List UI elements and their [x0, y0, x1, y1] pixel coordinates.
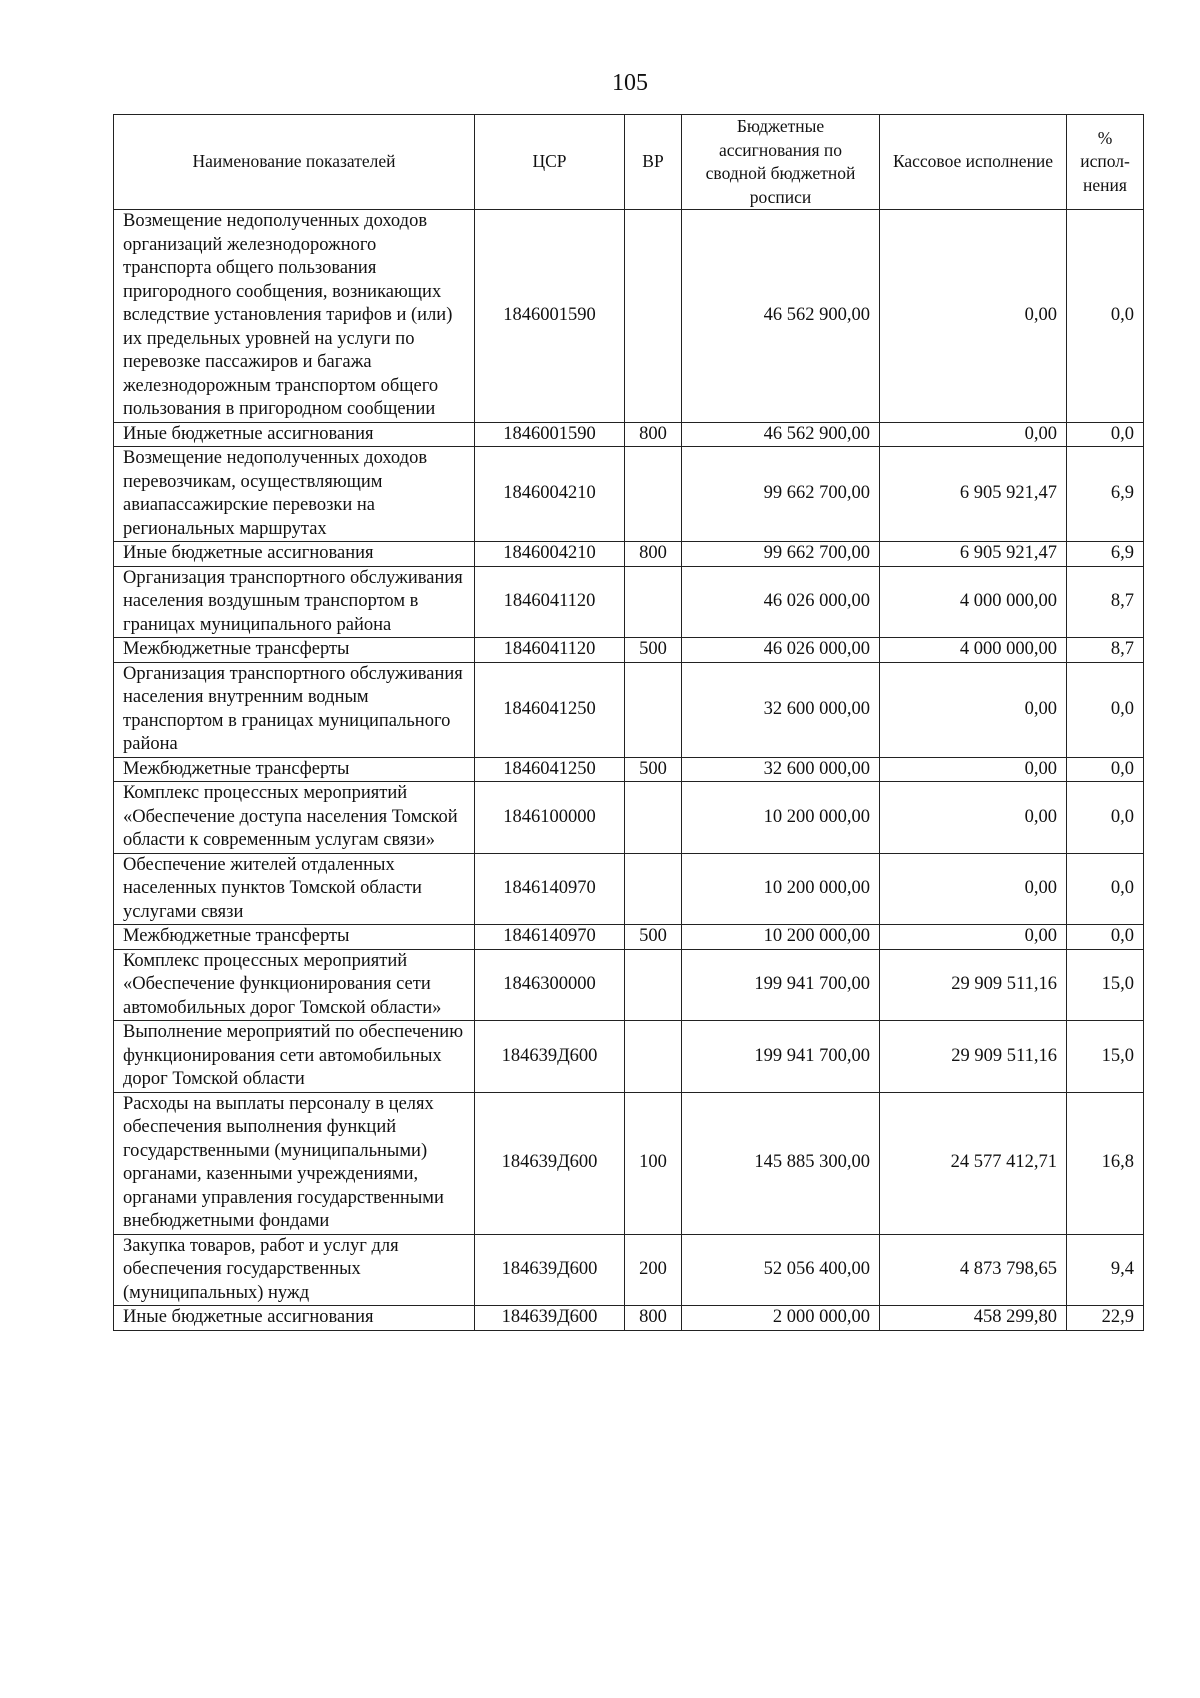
row-percent: 0,0 — [1067, 925, 1144, 950]
row-name: Иные бюджетные ассигнования — [114, 422, 475, 447]
row-budget: 99 662 700,00 — [682, 542, 880, 567]
row-cash: 0,00 — [880, 662, 1067, 757]
table-row — [114, 447, 1144, 542]
row-percent: 6,9 — [1067, 447, 1144, 542]
row-vr: 500 — [625, 638, 682, 663]
row-csr: 1846001590 — [475, 422, 625, 447]
row-name: Выполнение мероприятий по обеспечению функционирования сети автомобильных дорог Томской области — [114, 1021, 475, 1093]
header-csr: ЦСР — [475, 115, 625, 210]
row-budget: 10 200 000,00 — [682, 925, 880, 950]
row-cash: 29 909 511,16 — [880, 949, 1067, 1021]
header-name: Наименование показателей — [114, 115, 475, 210]
row-budget: 145 885 300,00 — [682, 1092, 880, 1234]
row-percent: 0,0 — [1067, 662, 1144, 757]
row-budget: 99 662 700,00 — [682, 447, 880, 542]
row-vr — [625, 1021, 682, 1093]
row-csr: 1846041250 — [475, 662, 625, 757]
row-csr: 184639Д600 — [475, 1092, 625, 1234]
row-name: Межбюджетные трансферты — [114, 757, 475, 782]
table-row — [114, 1306, 1144, 1331]
row-name: Закупка товаров, работ и услуг для обеспечения государственных (муниципальных) нужд — [114, 1234, 475, 1306]
table-row — [114, 925, 1144, 950]
row-csr: 1846041120 — [475, 566, 625, 638]
row-vr — [625, 210, 682, 423]
table-row — [114, 422, 1144, 447]
row-name: Межбюджетные трансферты — [114, 925, 475, 950]
table-row — [114, 638, 1144, 663]
row-cash: 0,00 — [880, 782, 1067, 854]
table-row — [114, 853, 1144, 925]
row-cash: 458 299,80 — [880, 1306, 1067, 1331]
row-vr — [625, 949, 682, 1021]
row-name: Иные бюджетные ассигнования — [114, 542, 475, 567]
table-row — [114, 949, 1144, 1021]
row-percent: 9,4 — [1067, 1234, 1144, 1306]
row-percent: 6,9 — [1067, 542, 1144, 567]
row-budget: 46 562 900,00 — [682, 422, 880, 447]
header-cash: Кассовое исполнение — [880, 115, 1067, 210]
row-budget: 32 600 000,00 — [682, 757, 880, 782]
page-number: 105 — [612, 70, 648, 96]
row-csr: 184639Д600 — [475, 1021, 625, 1093]
row-csr: 1846001590 — [475, 210, 625, 423]
table-row — [114, 757, 1144, 782]
row-csr: 1846140970 — [475, 925, 625, 950]
row-csr: 1846004210 — [475, 542, 625, 567]
row-vr: 800 — [625, 1306, 682, 1331]
row-cash: 0,00 — [880, 853, 1067, 925]
table-row — [114, 542, 1144, 567]
row-csr: 1846041120 — [475, 638, 625, 663]
row-cash: 6 905 921,47 — [880, 542, 1067, 567]
row-budget: 199 941 700,00 — [682, 949, 880, 1021]
row-name: Организация транспортного обслуживания населения воздушным транспортом в границах муниципального района — [114, 566, 475, 638]
row-vr: 800 — [625, 542, 682, 567]
row-percent: 22,9 — [1067, 1306, 1144, 1331]
row-name: Обеспечение жителей отдаленных населенных пунктов Томской области услугами связи — [114, 853, 475, 925]
row-percent: 0,0 — [1067, 782, 1144, 854]
row-percent: 0,0 — [1067, 422, 1144, 447]
header-vr: ВР — [625, 115, 682, 210]
row-vr — [625, 782, 682, 854]
row-percent: 0,0 — [1067, 210, 1144, 423]
row-name: Иные бюджетные ассигнования — [114, 1306, 475, 1331]
table-header-row — [114, 115, 1144, 210]
row-budget: 199 941 700,00 — [682, 1021, 880, 1093]
row-vr — [625, 447, 682, 542]
row-csr: 1846300000 — [475, 949, 625, 1021]
row-percent: 0,0 — [1067, 853, 1144, 925]
table-row — [114, 210, 1144, 423]
row-csr: 1846041250 — [475, 757, 625, 782]
row-budget: 46 026 000,00 — [682, 566, 880, 638]
row-name: Возмещение недополученных доходов перевозчикам, осуществляющим авиапассажирские перевозки на региональных маршрутах — [114, 447, 475, 542]
row-budget: 46 026 000,00 — [682, 638, 880, 663]
row-csr: 1846100000 — [475, 782, 625, 854]
row-vr: 800 — [625, 422, 682, 447]
row-vr: 500 — [625, 925, 682, 950]
row-budget: 2 000 000,00 — [682, 1306, 880, 1331]
budget-execution-table — [113, 114, 1144, 1331]
row-csr: 184639Д600 — [475, 1234, 625, 1306]
row-name: Организация транспортного обслуживания населения внутренним водным транспортом в границах муниципального района — [114, 662, 475, 757]
row-percent: 0,0 — [1067, 757, 1144, 782]
row-percent: 15,0 — [1067, 949, 1144, 1021]
row-budget: 52 056 400,00 — [682, 1234, 880, 1306]
row-name: Комплекс процессных мероприятий «Обеспечение доступа населения Томской области к современным услугам связи» — [114, 782, 475, 854]
row-budget: 10 200 000,00 — [682, 853, 880, 925]
row-vr: 500 — [625, 757, 682, 782]
table-row — [114, 1021, 1144, 1093]
header-budget: Бюджетные ассигнования по сводной бюджетной росписи — [682, 115, 880, 210]
row-percent: 16,8 — [1067, 1092, 1144, 1234]
row-name: Комплекс процессных мероприятий «Обеспечение функционирования сети автомобильных дорог Томской области» — [114, 949, 475, 1021]
table-row — [114, 662, 1144, 757]
row-cash: 29 909 511,16 — [880, 1021, 1067, 1093]
table-row — [114, 1092, 1144, 1234]
row-percent: 8,7 — [1067, 638, 1144, 663]
row-name: Расходы на выплаты персоналу в целях обеспечения выполнения функций государственными (муниципальными) органами, казенными учреждениями, органами управления государственными внебюджетными фондами — [114, 1092, 475, 1234]
row-cash: 0,00 — [880, 757, 1067, 782]
row-budget: 10 200 000,00 — [682, 782, 880, 854]
row-name: Межбюджетные трансферты — [114, 638, 475, 663]
row-csr: 1846004210 — [475, 447, 625, 542]
row-cash: 0,00 — [880, 925, 1067, 950]
row-vr — [625, 566, 682, 638]
row-budget: 32 600 000,00 — [682, 662, 880, 757]
row-vr — [625, 853, 682, 925]
row-csr: 1846140970 — [475, 853, 625, 925]
row-cash: 4 000 000,00 — [880, 566, 1067, 638]
row-budget: 46 562 900,00 — [682, 210, 880, 423]
row-cash: 6 905 921,47 — [880, 447, 1067, 542]
row-cash: 0,00 — [880, 210, 1067, 423]
table-row — [114, 782, 1144, 854]
row-cash: 24 577 412,71 — [880, 1092, 1067, 1234]
row-cash: 4 873 798,65 — [880, 1234, 1067, 1306]
header-percent: % испол-нения — [1067, 115, 1144, 210]
table-row — [114, 1234, 1144, 1306]
row-percent: 8,7 — [1067, 566, 1144, 638]
row-cash: 0,00 — [880, 422, 1067, 447]
row-csr: 184639Д600 — [475, 1306, 625, 1331]
row-name: Возмещение недополученных доходов организаций железнодорожного транспорта общего пользования пригородного сообщения, возникающих вследствие установления тарифов и (или) их предельных уровней на услуги по перевозке пассажиров и багажа железнодорожным транспортом общего пользования в пригородном сообщении — [114, 210, 475, 423]
row-vr: 200 — [625, 1234, 682, 1306]
row-cash: 4 000 000,00 — [880, 638, 1067, 663]
row-vr — [625, 662, 682, 757]
row-percent: 15,0 — [1067, 1021, 1144, 1093]
row-vr: 100 — [625, 1092, 682, 1234]
table-row — [114, 566, 1144, 638]
